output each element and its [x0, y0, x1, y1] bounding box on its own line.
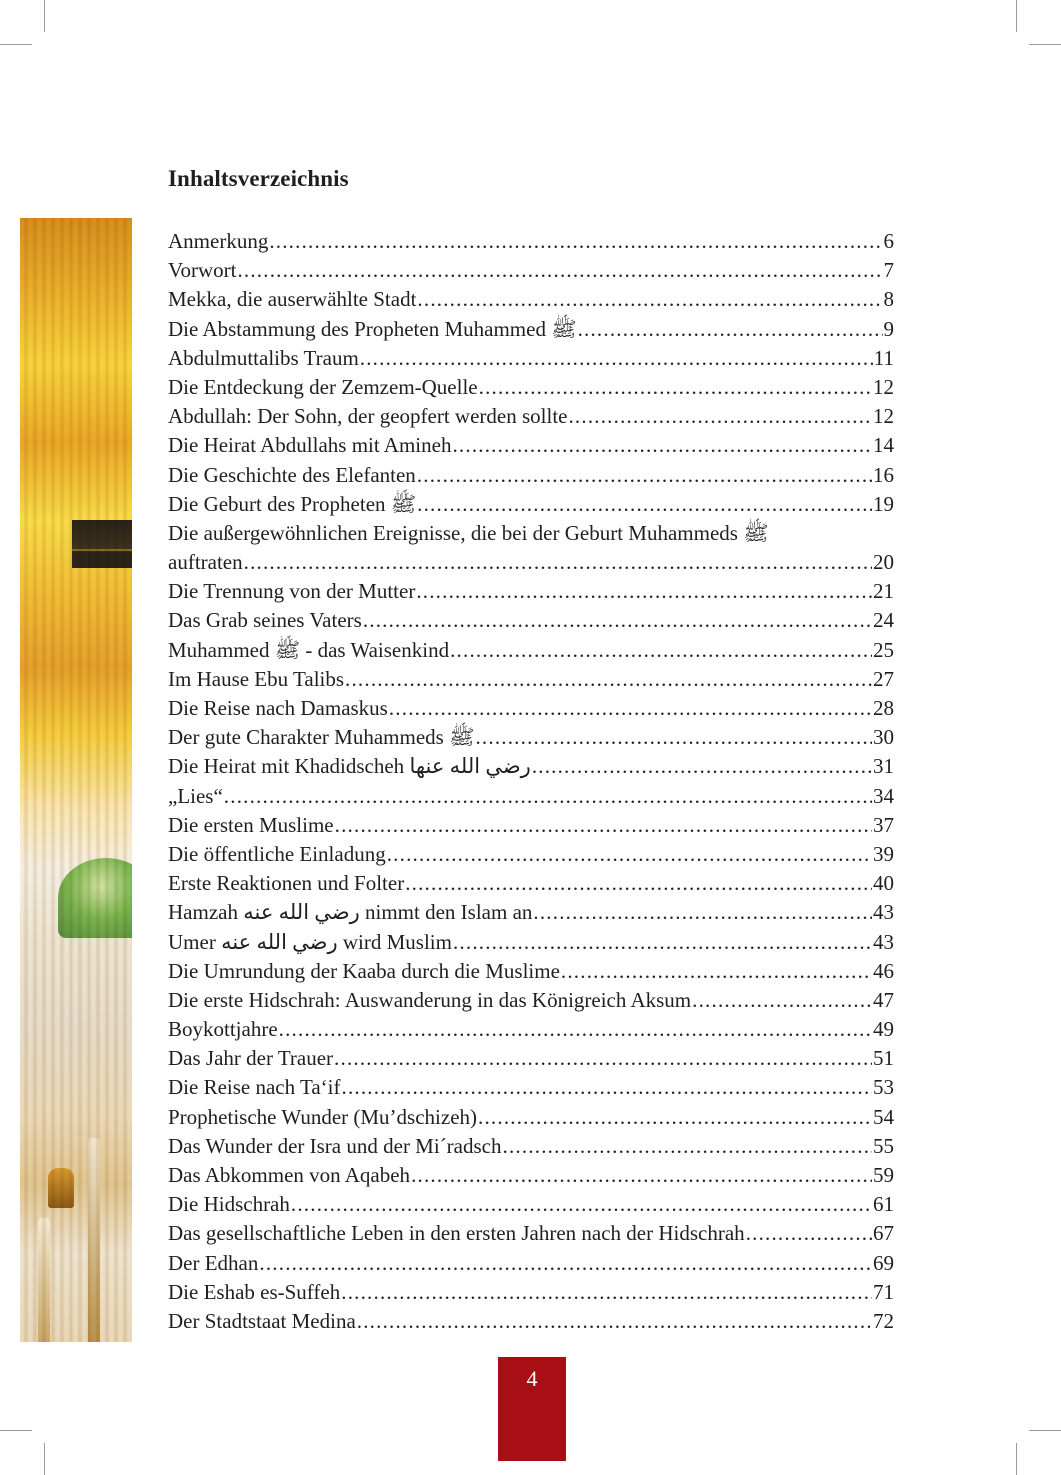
page-title: Inhaltsverzeichnis	[168, 166, 349, 191]
toc-entry-title: Boykottjahre	[168, 1017, 278, 1042]
toc-entry-page: 12	[873, 404, 894, 429]
toc-entry[interactable]	[168, 636, 894, 665]
toc-entry-title: Die Reise nach Damaskus	[168, 696, 388, 720]
toc-entry-page: 71	[873, 1279, 894, 1304]
crop-mark	[1029, 44, 1061, 45]
toc-entry-page: 51	[873, 1046, 894, 1071]
dot-leader	[357, 1307, 872, 1336]
toc-entry-page: 6	[883, 229, 894, 253]
toc-entry-title: Der Edhan	[168, 1250, 259, 1275]
toc-entry-title: Abdullah: Der Sohn, der geopfert werden sollte	[168, 404, 568, 429]
toc-entry-page: 34	[873, 783, 894, 808]
toc-entry-page: 61	[873, 1192, 894, 1217]
toc-entry-page: 8	[883, 287, 894, 312]
page-number: 4	[526, 1366, 538, 1391]
toc-entry-title: Der Stadtstaat Medina	[168, 1308, 356, 1333]
dot-leader	[561, 957, 872, 986]
toc-entry[interactable]	[168, 694, 894, 723]
toc-entry[interactable]	[168, 490, 894, 519]
dot-leader	[692, 986, 872, 1015]
dot-leader	[450, 636, 872, 665]
toc-entry[interactable]	[168, 869, 894, 898]
toc-entry-page: 9	[883, 316, 894, 341]
toc-entry[interactable]	[168, 285, 894, 314]
dot-leader	[411, 1161, 872, 1190]
toc-entry-title: Anmerkung	[168, 229, 269, 253]
toc-entry-title: Die Reise nach Ta‘if	[168, 1075, 341, 1100]
toc-entry[interactable]	[168, 840, 894, 869]
crop-mark	[44, 1443, 45, 1475]
toc-entry[interactable]	[168, 577, 894, 606]
toc-entry[interactable]	[168, 1190, 894, 1219]
toc-entry-page: 69	[873, 1250, 894, 1275]
toc-entry-title: Das Jahr der Trauer	[168, 1046, 334, 1071]
toc-entry-title: Erste Reaktionen und Folter	[168, 871, 405, 896]
toc-entry[interactable]	[168, 1307, 894, 1336]
toc-entry[interactable]	[168, 1132, 894, 1161]
toc-entry[interactable]	[168, 606, 894, 635]
dot-leader	[568, 402, 872, 431]
toc-entry-page: 37	[873, 812, 894, 837]
toc-entry-title: Die Hidschrah	[168, 1192, 290, 1217]
toc-entry-title: Das Abkommen von Aqabeh	[168, 1163, 411, 1187]
toc-entry-title: „Lies“	[168, 783, 223, 808]
toc-entry-title: Die Heirat mit Khadidscheh رضي الله عنها	[168, 754, 531, 779]
dot-leader	[342, 1073, 873, 1102]
toc-entry[interactable]	[168, 811, 894, 840]
toc-entry-continuation[interactable]	[168, 548, 894, 577]
toc-entry[interactable]	[168, 752, 894, 781]
dot-leader	[269, 227, 882, 256]
toc-entry-title: Mekka, die auserwählte Stadt	[168, 287, 417, 312]
texture-overlay	[20, 218, 132, 1342]
toc-entry-title: Das Wunder der Isra und der Mi´radsch	[168, 1133, 502, 1158]
dot-leader	[479, 373, 872, 402]
dot-leader	[244, 548, 872, 577]
toc-entry-page: 27	[873, 666, 894, 691]
toc-entry-title: Das gesellschaftliche Leben in den ersten Jahren nach der Hidschrah	[168, 1221, 745, 1246]
crop-mark	[0, 1430, 32, 1431]
toc-entry-title: Im Hause Ebu Talibs	[168, 666, 345, 691]
crop-mark	[1016, 1443, 1017, 1475]
dot-leader	[533, 898, 872, 927]
toc-entry[interactable]	[168, 227, 894, 256]
toc-entry-title: Die Eshab es-Suffeh	[168, 1279, 341, 1304]
toc-entry[interactable]	[168, 898, 894, 927]
toc-entry-page: 16	[873, 462, 894, 487]
toc-entry-page: 19	[873, 491, 894, 516]
toc-entry-title: Hamzah رضي الله عنه nimmt den Islam an	[168, 900, 533, 925]
toc-entry[interactable]	[168, 519, 894, 548]
dot-leader	[503, 1132, 873, 1161]
toc-entry-title: Die öffentliche Einladung	[168, 841, 386, 866]
toc-entry-title: Die Geburt des Propheten ﷺ	[168, 491, 417, 516]
toc-entry-page: 55	[873, 1133, 894, 1158]
toc-entry[interactable]	[168, 1219, 894, 1248]
toc-entry-page: 54	[873, 1104, 894, 1129]
toc-entry[interactable]	[168, 782, 894, 811]
toc-entry-title: Die Trennung von der Mutter	[168, 579, 416, 604]
toc-entry-page: 11	[873, 345, 894, 370]
dot-leader	[532, 752, 872, 781]
toc-entry[interactable]	[168, 431, 894, 460]
toc-entry-page: 59	[873, 1163, 894, 1187]
toc-entry-title: Die Umrundung der Kaaba durch die Muslime	[168, 958, 560, 983]
toc-entry-title: Das Grab seines Vaters	[168, 608, 362, 633]
toc-entry-title: Die außergewöhnlichen Ereignisse, die bei der Geburt Muhammeds ﷺ	[168, 520, 769, 545]
decorative-photo-strip	[20, 218, 132, 1342]
toc-entry-title: Der gute Charakter Muhammeds ﷺ	[168, 725, 475, 750]
dot-leader	[341, 1278, 872, 1307]
toc-entry[interactable]	[168, 665, 894, 694]
dot-leader	[224, 782, 872, 811]
dot-leader	[417, 285, 882, 314]
toc-entry-title: Die ersten Muslime	[168, 812, 334, 837]
toc-entry[interactable]	[168, 986, 894, 1015]
toc-entry-page: 31	[873, 754, 894, 779]
toc-entry-page: 25	[873, 637, 894, 662]
toc-entry-title: Muhammed ﷺ - das Waisenkind	[168, 637, 450, 662]
dot-leader	[334, 1044, 872, 1073]
toc-entry-title: Die Heirat Abdullahs mit Amineh	[168, 433, 452, 458]
toc-entry-page: 20	[873, 550, 894, 575]
toc-entry-title: Die Geschichte des Elefanten	[168, 462, 416, 487]
dot-leader	[746, 1219, 872, 1248]
toc-entry-page: 12	[873, 374, 894, 399]
dot-leader	[452, 431, 872, 460]
toc-entry[interactable]	[168, 723, 894, 752]
toc-entry-page: 14	[873, 433, 894, 458]
dot-leader	[389, 694, 872, 723]
toc-entry-page: 72	[873, 1308, 894, 1333]
toc-entry[interactable]	[168, 1249, 894, 1278]
dot-leader	[237, 256, 882, 285]
toc-entry[interactable]	[168, 315, 894, 344]
toc-entry[interactable]	[168, 344, 894, 373]
toc-entry-page: 46	[873, 958, 894, 983]
dot-leader	[363, 606, 872, 635]
toc-entry-page: 40	[873, 871, 894, 896]
dot-leader	[417, 461, 872, 490]
toc-entry-title: Prophetische Wunder (Mu’dschizeh)	[168, 1104, 478, 1129]
toc-entry-title: Vorwort	[168, 258, 237, 283]
toc-entry-page: 53	[873, 1075, 894, 1100]
toc-entry-title: Umer رضي الله عنه wird Muslim	[168, 929, 452, 954]
toc-entry-title: Die Entdeckung der Zemzem-Quelle	[168, 374, 478, 399]
dot-leader	[578, 315, 883, 344]
toc-entry[interactable]	[168, 461, 894, 490]
dot-leader	[475, 723, 872, 752]
dot-leader	[291, 1190, 872, 1219]
toc-entry-page: 43	[873, 929, 894, 954]
toc-entry[interactable]	[168, 1103, 894, 1132]
toc-entry-page: 47	[873, 987, 894, 1012]
page-number-box	[498, 1357, 566, 1461]
toc-entry-page: 7	[883, 258, 894, 283]
toc-entry-title: auftraten	[168, 550, 243, 575]
toc-entry[interactable]	[168, 1015, 894, 1044]
toc-entry[interactable]	[168, 1044, 894, 1073]
dot-leader	[478, 1103, 872, 1132]
toc-entry[interactable]	[168, 1278, 894, 1307]
dot-leader	[279, 1015, 872, 1044]
toc-entry-title: Die Abstammung des Propheten Muhammed ﷺ	[168, 316, 577, 341]
toc-entry-page: 49	[873, 1017, 894, 1042]
toc-entry[interactable]	[168, 373, 894, 402]
crop-mark	[1016, 0, 1017, 32]
crop-mark	[1029, 1430, 1061, 1431]
toc-entry-page: 24	[873, 608, 894, 633]
dot-leader	[345, 665, 872, 694]
toc-entry[interactable]	[168, 928, 894, 957]
toc-entry-page: 28	[873, 696, 894, 720]
toc-entry[interactable]	[168, 1161, 894, 1190]
toc-entry[interactable]	[168, 402, 894, 431]
toc-entry[interactable]	[168, 256, 894, 285]
toc-entry-page: 39	[873, 841, 894, 866]
toc-entry-page: 21	[873, 579, 894, 604]
dot-leader	[417, 490, 872, 519]
dot-leader	[360, 344, 873, 373]
toc-entry-page: 30	[873, 725, 894, 750]
toc-entry-title: Abdulmuttalibs Traum	[168, 345, 359, 370]
toc-entry-page: 43	[873, 900, 894, 925]
crop-mark	[0, 44, 32, 45]
dot-leader	[387, 840, 872, 869]
toc-entry[interactable]	[168, 957, 894, 986]
crop-mark	[44, 0, 45, 32]
toc-entry-title: Die erste Hidschrah: Auswanderung in das Königreich Aksum	[168, 987, 692, 1012]
toc-entry[interactable]	[168, 1073, 894, 1102]
dot-leader	[259, 1249, 872, 1278]
dot-leader	[335, 811, 872, 840]
dot-leader	[416, 577, 872, 606]
dot-leader	[453, 928, 872, 957]
dot-leader	[405, 869, 872, 898]
table-of-contents	[168, 227, 894, 1336]
toc-entry-page: 67	[873, 1221, 894, 1246]
